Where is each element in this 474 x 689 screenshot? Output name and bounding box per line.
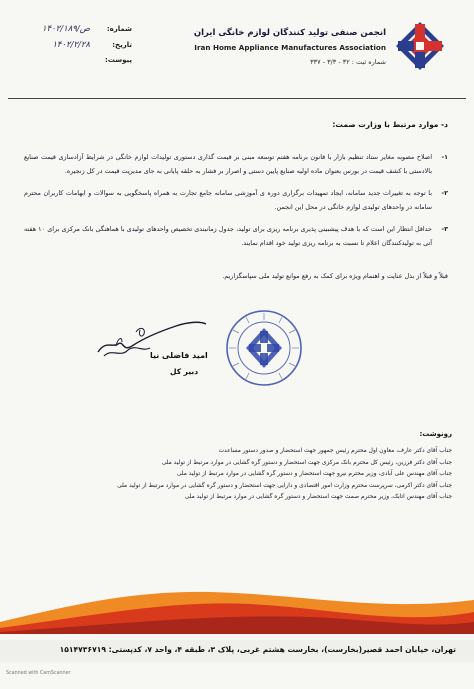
- footer-address: تهران، خیابان احمد قصیر(بخارست)، بخارست هشتم غربی، پلاک ۳، طبقه ۴، واحد ۷، کدپستی: ۱۵۱۴۷۳۶۷۱۹: [59, 645, 456, 654]
- date-value: ۱۴۰۲/۲/۲۸: [52, 40, 90, 50]
- signer-title: دبیر کل: [170, 367, 199, 376]
- org-name-en: Iran Home Appliance Manufactures Association: [194, 43, 386, 52]
- copy-recipient: جناب آقای دکتر عارف، معاون اول محترم رئیس جمهور جهت استحضار و صدور دستور مساعدت: [218, 448, 452, 454]
- org-name-fa: انجمن صنفی تولید کنندگان لوازم خانگی ایران: [193, 28, 386, 38]
- association-stamp: [224, 308, 304, 388]
- date-label: تاریخ:: [112, 41, 132, 49]
- letter-meta: [12, 24, 132, 72]
- signer-name: امید فاضلی نیا: [150, 351, 208, 360]
- item-number: ۲-: [441, 189, 448, 197]
- item-text: حداقل انتظار این است که با هدف پیشبینی پذیری برنامه ریزی برای تولید، جدول زمانبندی تخصیص واحدهای تولیدی با هماهنگی بانک مرکزی برای ۱۰ هفته آتی به تولیدکنندگان اعلام تا نسبت به برنامه ریزی تولید خود اقدام نمایند.: [24, 225, 432, 247]
- list-item: [24, 186, 448, 214]
- scanner-watermark: Scanned with CamScanner: [6, 671, 71, 676]
- attachment-label: پیوست:: [105, 56, 132, 64]
- copies-title: رونوشت:: [419, 430, 452, 438]
- registration-number: شماره ثبت : ۳۲ - ۳/۳ - ۳۳۷: [310, 58, 386, 66]
- number-value: ۱۴۰۲/ص/۱۸۹: [42, 24, 90, 34]
- item-number: ۱-: [441, 153, 448, 161]
- footer-address-bar: [0, 640, 474, 662]
- number-row: [12, 24, 132, 40]
- closing-line: قبلاً و قبلاً از بذل عنایت و اهتمام ویژه برای کمک به رفع موانع تولید ملی سپاسگزاریم.: [222, 272, 448, 280]
- footer-wave-band: [0, 582, 474, 634]
- header-divider: [8, 98, 466, 99]
- item-number: ۳-: [441, 225, 448, 233]
- copy-recipient: جناب آقای دکتر اکرمی، سرپرست محترم وزارت امور اقتصادی و دارایی جهت استحضار و دستور گره گشایی در موارد مرتبط از تولید ملی: [117, 482, 452, 489]
- copy-recipient: جناب آقای مهندس علی آبادی، وزیر محترم نیرو جهت استحضار و دستور گره گشایی در موارد مرتبط از تولید ملی: [176, 471, 452, 477]
- number-label: شماره:: [106, 25, 132, 33]
- section-title: د- موارد مرتبط با وزارت صمت:: [332, 120, 448, 129]
- list-item: [24, 222, 448, 250]
- copies-list: [100, 446, 452, 504]
- items-list: [24, 150, 448, 258]
- copy-recipient: جناب آقای مهندس اتابک، وزیر محترم صمت جهت استحضار و دستور گره گشایی در موارد مرتبط از تولید ملی: [184, 494, 452, 500]
- attachment-row: [12, 56, 132, 72]
- item-text: با توجه به تغییرات جدید سامانه، ایجاد تمهیدات برگزاری دوره ی آموزشی سامانه جامع تجارت به همراه پاسخگویی به سوالات و ابهامات کاربران محترم سامانه در واحدهای تولیدی لوازم خانگی در محل این انجمن.: [24, 189, 432, 211]
- copy-recipient: جناب آقای دکتر فرزین، رئیس کل محترم بانک مرکزی جهت استحضار و دستور گره گشایی در موارد مرتبط از تولید ملی: [161, 459, 452, 466]
- list-item: [24, 150, 448, 178]
- item-text: اصلاح مصوبه مغایر ستاد تنظیم بازار با قانون برنامه هفتم توسعه مبنی بر قیمت گذاری دستوری تولیدات لوازم خانگی در شرایط آزادسازی قیمت صنایع بالادستی با کشف قیمت در بورس بعنوان ماده اولیه صنایع پایین دستی و اصرار بر فشار به حلقه پایانی به جای مدیریت قیمت در کل زنجیره.: [24, 153, 432, 175]
- association-logo-icon: [394, 20, 446, 72]
- date-row: [12, 40, 132, 56]
